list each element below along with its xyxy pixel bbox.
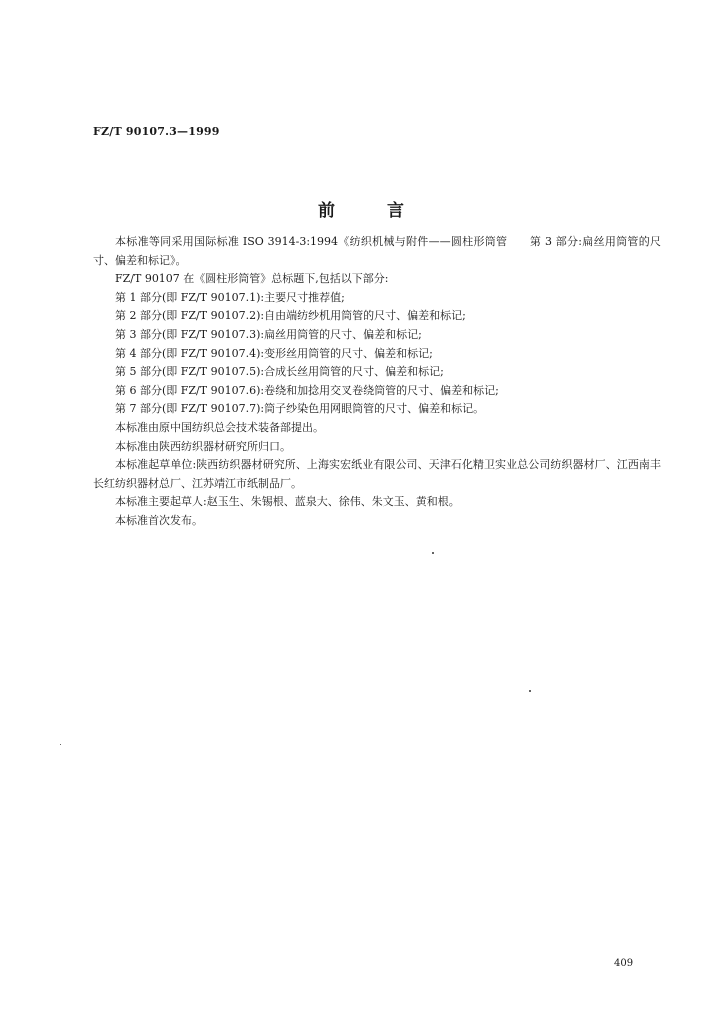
paragraph-part-4: 第 4 部分(即 FZ/T 90107.4):变形丝用筒管的尺寸、偏差和标记; xyxy=(115,346,433,360)
standard-code: FZ/T 90107.3—1999 xyxy=(93,125,220,138)
document-body xyxy=(93,233,661,531)
scan-speck xyxy=(60,744,61,745)
paragraph-adoption: 本标准等同采用国际标准 ISO 3914-3:1994《纺织机械与附件——圆柱形筒管 第 3 部分:扁丝用筒管的尺寸、偏差和标记》。 xyxy=(93,235,661,267)
scan-speck xyxy=(529,690,531,692)
paragraph-part-1: 第 1 部分(即 FZ/T 90107.1):主要尺寸推荐值; xyxy=(115,290,345,304)
paragraph-part-3: 第 3 部分(即 FZ/T 90107.3):扁丝用筒管的尺寸、偏差和标记; xyxy=(115,327,422,341)
paragraph-part-6: 第 6 部分(即 FZ/T 90107.6):卷绕和加捻用交叉卷绕筒管的尺寸、偏差和标记; xyxy=(115,383,499,397)
paragraph-part-2: 第 2 部分(即 FZ/T 90107.2):自由端纺纱机用筒管的尺寸、偏差和标记; xyxy=(115,309,466,323)
paragraph-first-issue: 本标准首次发布。 xyxy=(115,513,203,527)
paragraph-series-intro: FZ/T 90107 在《圆柱形筒管》总标题下,包括以下部分: xyxy=(115,272,389,286)
scan-speck xyxy=(432,552,434,554)
paragraph-drafting-units: 本标准起草单位:陕西纺织器材研究所、上海实宏纸业有限公司、天津石化精卫实业总公司纺织器材厂、江西南丰长红纺织器材总厂、江苏靖江市纸制品厂。 xyxy=(93,458,661,490)
paragraph-proposed-by: 本标准由原中国纺织总会技术装备部提出。 xyxy=(115,420,324,434)
paragraph-part-7: 第 7 部分(即 FZ/T 90107.7):筒子纱染色用网眼筒管的尺寸、偏差和标记。 xyxy=(115,402,485,416)
page-title: 前言 xyxy=(318,201,456,221)
page-number: 409 xyxy=(614,958,634,969)
paragraph-part-5: 第 5 部分(即 FZ/T 90107.5):合成长丝用筒管的尺寸、偏差和标记; xyxy=(115,365,444,379)
paragraph-drafters: 本标准主要起草人:赵玉生、朱锡根、蓝泉大、徐伟、朱文玉、黄和根。 xyxy=(115,495,460,509)
paragraph-administered-by: 本标准由陕西纺织器材研究所归口。 xyxy=(115,439,291,453)
